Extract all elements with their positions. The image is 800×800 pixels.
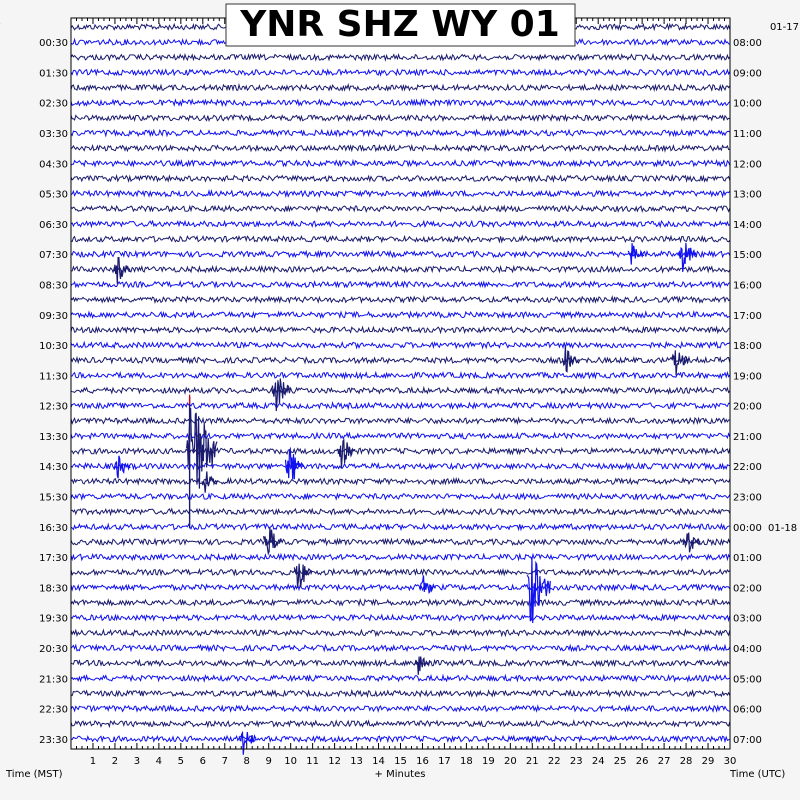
right-time-label: 06:00 <box>733 704 762 716</box>
left-time-label: 22:30 <box>39 704 68 716</box>
x-tick-label: 11 <box>306 756 320 767</box>
right-time-label: 02:00 <box>733 583 762 595</box>
left-time-label: 01:30 <box>39 68 68 80</box>
x-tick-label: 12 <box>328 756 341 767</box>
left-time-label: 15:30 <box>39 492 68 504</box>
left-time-label: 02:30 <box>39 98 68 110</box>
x-tick-label: 25 <box>613 756 627 767</box>
right-time-label: 08:00 <box>733 38 762 50</box>
x-tick-label: 4 <box>155 756 163 767</box>
right-time-label: 18:00 <box>733 341 762 353</box>
left-time-label: 19:30 <box>39 613 68 625</box>
left-time-label: 20:30 <box>39 643 68 655</box>
right-time-label: 12:00 <box>733 159 762 171</box>
chart-title: YNR SHZ WY 01 <box>240 4 560 45</box>
right-time-label: 20:00 <box>733 401 762 413</box>
x-tick-label: 26 <box>635 756 649 767</box>
right-time-label: 11:00 <box>733 129 762 141</box>
x-tick-label: 7 <box>221 756 228 767</box>
left-time-label: 07:30 <box>39 250 68 262</box>
right-time-label: 07:00 <box>733 734 762 746</box>
left-time-label: 05:30 <box>39 189 68 201</box>
left-time-label: 18:30 <box>39 583 68 595</box>
x-tick-label: 2 <box>111 756 119 767</box>
left-time-label: 09:30 <box>39 310 68 322</box>
left-time-label: 10:30 <box>39 341 68 353</box>
x-tick-label: 5 <box>177 756 185 767</box>
left-time-label: 14:30 <box>39 462 68 474</box>
right-time-label: 13:00 <box>733 189 762 201</box>
right-time-label: 00:00 <box>733 522 762 534</box>
right-axis-label: Time (UTC) <box>730 769 786 780</box>
right-time-label: 19:00 <box>733 371 762 383</box>
plot-background <box>71 18 730 749</box>
x-tick-label: 3 <box>133 756 141 767</box>
x-tick-label: 18 <box>460 756 473 767</box>
x-tick-label: 16 <box>416 756 429 767</box>
right-time-label: 09:00 <box>733 68 762 80</box>
right-time-label: 15:00 <box>733 250 762 262</box>
left-date-label <box>0 22 1 33</box>
x-tick-label: 19 <box>481 756 495 767</box>
left-time-label: 08:30 <box>39 280 68 292</box>
left-time-label: 17:30 <box>39 553 68 565</box>
left-time-label: 13:30 <box>39 431 68 443</box>
right-time-label: 01:00 <box>733 553 762 565</box>
left-time-label: 12:30 <box>39 401 68 413</box>
x-tick-label: 28 <box>679 756 693 767</box>
right-time-label: 04:00 <box>733 643 762 655</box>
x-tick-label: 6 <box>199 756 206 767</box>
x-tick-label: 1 <box>89 756 97 767</box>
right-time-label: 21:00 <box>733 431 762 443</box>
right-time-label: 14:00 <box>733 219 762 231</box>
x-tick-label: 9 <box>265 756 272 767</box>
left-time-label: 06:30 <box>39 219 68 231</box>
x-tick-label: 23 <box>569 756 583 767</box>
x-tick-label: 30 <box>723 756 737 767</box>
left-time-label: 23:30 <box>39 734 68 746</box>
x-tick-label: 8 <box>243 756 250 767</box>
right-date-label-mid: 01-18 <box>768 522 798 534</box>
right-time-label: 10:00 <box>733 98 762 110</box>
left-time-label: 03:30 <box>39 129 68 141</box>
right-time-label: 23:00 <box>733 492 762 504</box>
x-tick-label: 14 <box>372 756 385 767</box>
left-axis-label: Time (MST) <box>6 769 63 780</box>
x-tick-label: 27 <box>657 756 671 767</box>
left-time-label: 00:30 <box>39 38 68 50</box>
x-tick-label: 15 <box>394 756 407 767</box>
x-tick-label: 21 <box>525 756 539 767</box>
left-time-label: 16:30 <box>39 522 68 534</box>
x-tick-label: 10 <box>284 756 298 767</box>
x-tick-label: 24 <box>591 756 605 767</box>
right-date-label-top: 01-17 <box>769 22 799 33</box>
left-time-label: 11:30 <box>39 371 68 383</box>
x-axis-label: + Minutes <box>374 769 426 780</box>
left-time-label: 21:30 <box>39 674 68 686</box>
left-time-label: 04:30 <box>39 159 68 171</box>
right-time-label: 03:00 <box>733 613 762 625</box>
x-tick-label: 20 <box>503 756 517 767</box>
x-tick-label: 29 <box>701 756 715 767</box>
x-tick-label: 22 <box>547 756 561 767</box>
x-tick-label: 13 <box>350 756 363 767</box>
right-time-label: 05:00 <box>733 674 762 686</box>
x-tick-label: 17 <box>438 756 451 767</box>
right-time-label: 16:00 <box>733 280 762 292</box>
right-time-label: 22:00 <box>733 462 762 474</box>
right-time-label: 17:00 <box>733 310 762 322</box>
